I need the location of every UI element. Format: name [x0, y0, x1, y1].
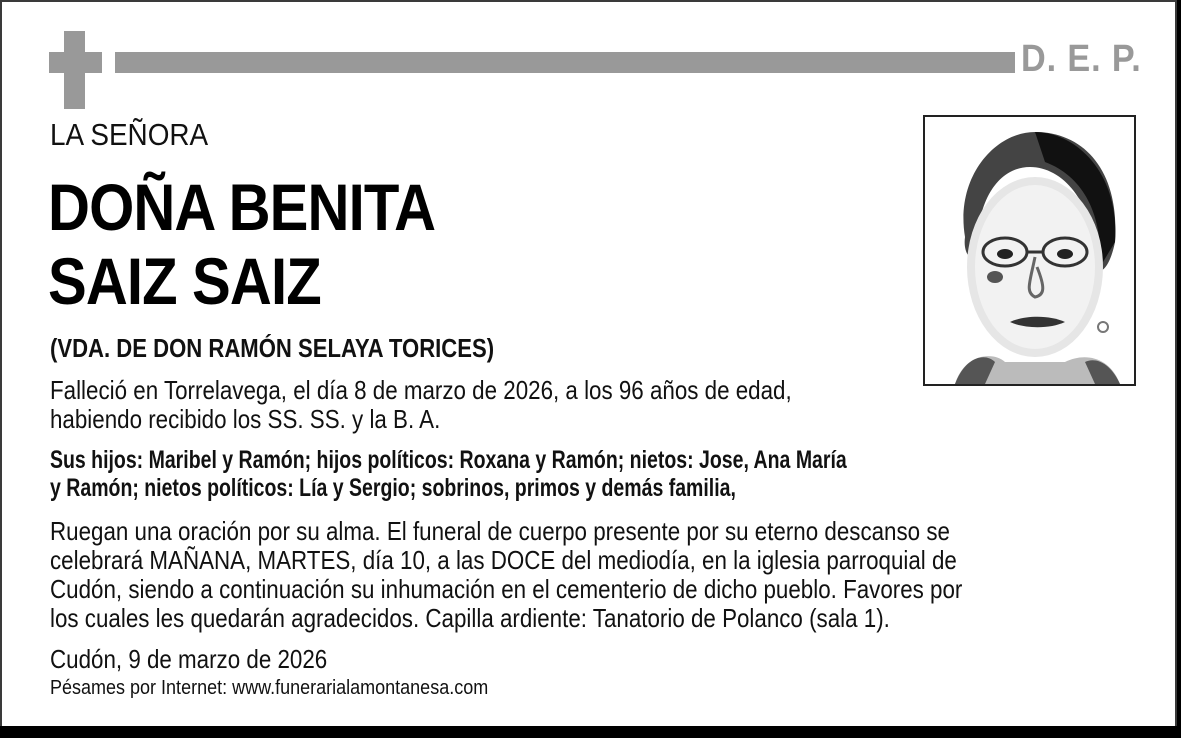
funeral-line-2: celebrará MAÑANA, MARTES, día 10, a las DOCE del mediodía, en la iglesia parroquial de [50, 545, 957, 575]
family-line-2: y Ramón; nietos políticos: Lía y Sergio; sobrinos, primos y demás familia, [50, 474, 736, 502]
family-paragraph [50, 446, 847, 502]
name-line-1: DOÑA BENITA [48, 170, 436, 244]
place-date: Cudón, 9 de marzo de 2026 [50, 644, 328, 674]
cross-icon [49, 31, 102, 109]
portrait-image [925, 117, 1134, 384]
widow-of: (VDA. DE DON RAMÓN SELAYA TORICES) [50, 333, 495, 363]
death-paragraph [50, 376, 792, 434]
condolences-link: Pésames por Internet: www.funerarialamontanesa.com [50, 677, 489, 699]
bottom-border [0, 727, 1181, 738]
death-line-2: habiendo recibido los SS. SS. y la B. A. [50, 404, 441, 434]
funeral-line-1: Ruegan una oración por su alma. El funeral de cuerpo presente por su eterno descanso se [50, 516, 950, 546]
funeral-line-4: los cuales les quedarán agradecidos. Capilla ardiente: Tanatorio de Polanco (sala 1). [50, 603, 890, 633]
dep-label: D. E. P. [1021, 38, 1142, 80]
title-prefix: LA SEÑORA [50, 117, 209, 152]
name-line-2: SAIZ SAIZ [48, 244, 321, 318]
deceased-name [48, 170, 435, 318]
header-rule [115, 52, 1015, 73]
funeral-paragraph [50, 517, 962, 633]
family-line-1: Sus hijos: Maribel y Ramón; hijos políticos: Roxana y Ramón; nietos: Jose, Ana María [50, 446, 847, 474]
death-line-1: Falleció en Torrelavega, el día 8 de marzo de 2026, a los 96 años de edad, [50, 375, 792, 405]
portrait-photo [923, 115, 1136, 386]
right-border [1177, 0, 1181, 727]
funeral-line-3: Cudón, siendo a continuación su inhumación en el cementerio de dicho pueblo. Favores por [50, 574, 963, 604]
